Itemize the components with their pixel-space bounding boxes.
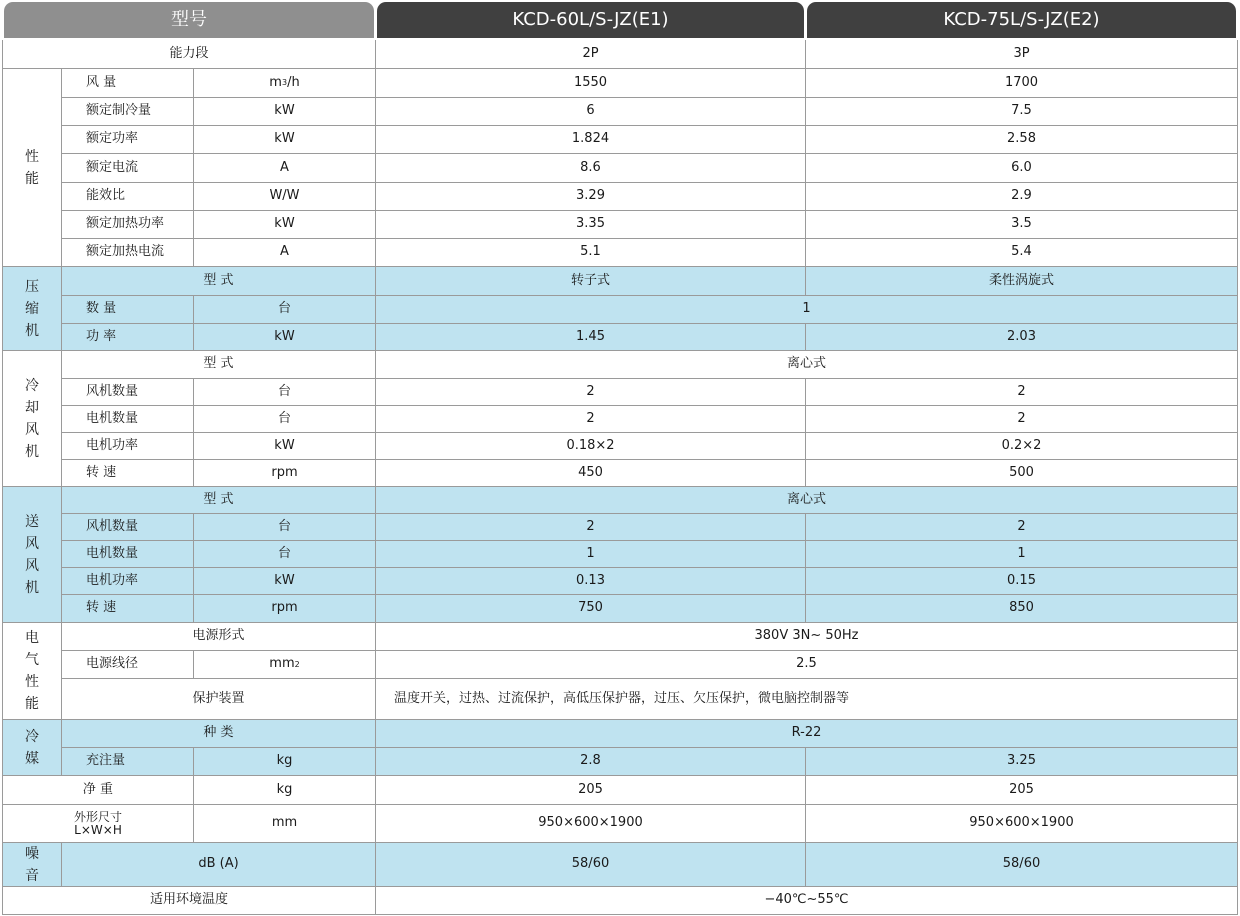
perf-value-heating-current-1: 5.1: [376, 239, 806, 267]
refrigerant-charge-value-1: 2.8: [376, 748, 806, 776]
header-model-label: 型号: [4, 2, 374, 38]
cooling-fan-type-value: 离心式: [376, 351, 1238, 379]
supply-fan-type-value: 离心式: [376, 487, 1238, 514]
cooling-fan-label-motor-power: 电机功率: [62, 433, 194, 460]
cooling-fan-value-speed-2: 500: [806, 460, 1238, 487]
net-weight-unit: kg: [194, 776, 376, 805]
supply-fan-label-motor-power: 电机功率: [62, 568, 194, 595]
perf-unit-eer: W/W: [194, 183, 376, 211]
cooling-fan-label-fans: 风机数量: [62, 379, 194, 406]
compressor-qty-unit: 台: [194, 296, 376, 324]
cooling-fan-unit-motors: 台: [194, 406, 376, 433]
electrical-wire-unit: mm 2: [194, 651, 376, 679]
perf-unit-cooling: kW: [194, 98, 376, 126]
perf-value-airflow-2: 1700: [806, 69, 1238, 98]
perf-value-cooling-2: 7.5: [806, 98, 1238, 126]
perf-value-airflow-1: 1550: [376, 69, 806, 98]
supply-fan-value-motor-power-2: 0.15: [806, 568, 1238, 595]
perf-value-eer-2: 2.9: [806, 183, 1238, 211]
ambient-temperature-value: −40℃~55℃: [376, 887, 1238, 915]
cooling-fan-value-motor-power-1: 0.18×2: [376, 433, 806, 460]
cooling-fan-value-motors-1: 2: [376, 406, 806, 433]
compressor-type-value-2: 柔性涡旋式: [806, 267, 1238, 296]
header-model-2: KCD-75L/S-JZ(E2): [807, 2, 1236, 38]
supply-fan-unit-motors: 台: [194, 541, 376, 568]
net-weight-label: 净 重: [2, 776, 194, 805]
supply-fan-value-speed-2: 850: [806, 595, 1238, 623]
cooling-fan-type-label: 型 式: [62, 351, 376, 379]
cooling-fan-label-motors: 电机数量: [62, 406, 194, 433]
refrigerant-charge-unit: kg: [194, 748, 376, 776]
supply-fan-value-fans-2: 2: [806, 514, 1238, 541]
noise-value-1: 58/60: [376, 843, 806, 887]
supply-fan-label-speed: 转 速: [62, 595, 194, 623]
capacity-value-2: 3P: [806, 40, 1238, 69]
compressor-power-value-2: 2.03: [806, 324, 1238, 351]
noise-value-2: 58/60: [806, 843, 1238, 887]
header-model-1: KCD-60L/S-JZ(E1): [377, 2, 804, 38]
perf-label-power: 额定功率: [62, 126, 194, 154]
perf-unit-power: kW: [194, 126, 376, 154]
perf-label-airflow: 风 量: [62, 69, 194, 98]
refrigerant-kind-value: R-22: [376, 720, 1238, 748]
electrical-protection-label: 保护装置: [62, 679, 376, 720]
compressor-power-value-1: 1.45: [376, 324, 806, 351]
cooling-fan-value-speed-1: 450: [376, 460, 806, 487]
electrical-group-label: 电气性能: [2, 623, 62, 720]
net-weight-value-1: 205: [376, 776, 806, 805]
cooling-fan-value-motor-power-2: 0.2×2: [806, 433, 1238, 460]
compressor-group-label: 压缩机: [2, 267, 62, 351]
cooling-fan-group-label: 冷却风机: [2, 351, 62, 487]
performance-group-label: 性能: [2, 69, 62, 267]
compressor-power-label: 功 率: [62, 324, 194, 351]
perf-value-power-1: 1.824: [376, 126, 806, 154]
perf-label-heating-current: 额定加热电流: [62, 239, 194, 267]
supply-fan-group-label: 送风风机: [2, 487, 62, 623]
perf-label-heating-power: 额定加热功率: [62, 211, 194, 239]
perf-value-heating-power-1: 3.35: [376, 211, 806, 239]
perf-value-eer-1: 3.29: [376, 183, 806, 211]
ambient-temperature-label: 适用环境温度: [2, 887, 376, 915]
perf-label-current: 额定电流: [62, 154, 194, 183]
supply-fan-value-speed-1: 750: [376, 595, 806, 623]
cooling-fan-unit-speed: rpm: [194, 460, 376, 487]
compressor-type-value-1: 转子式: [376, 267, 806, 296]
supply-fan-label-motors: 电机数量: [62, 541, 194, 568]
capacity-value-1: 2P: [376, 40, 806, 69]
electrical-wire-value: 2.5: [376, 651, 1238, 679]
perf-value-power-2: 2.58: [806, 126, 1238, 154]
noise-unit: dB (A): [62, 843, 376, 887]
dimensions-label: [2, 805, 194, 843]
cooling-fan-unit-motor-power: kW: [194, 433, 376, 460]
compressor-power-unit: kW: [194, 324, 376, 351]
dimensions-unit: mm: [194, 805, 376, 843]
compressor-type-label: 型 式: [62, 267, 376, 296]
dimensions-value-1: 950×600×1900: [376, 805, 806, 843]
electrical-power-form-label: 电源形式: [62, 623, 376, 651]
cooling-fan-value-fans-1: 2: [376, 379, 806, 406]
refrigerant-kind-label: 种 类: [62, 720, 376, 748]
supply-fan-value-motors-2: 1: [806, 541, 1238, 568]
compressor-qty-value: 1: [376, 296, 1238, 324]
refrigerant-charge-label: 充注量: [62, 748, 194, 776]
perf-unit-heating-current: A: [194, 239, 376, 267]
supply-fan-unit-speed: rpm: [194, 595, 376, 623]
electrical-power-form-value: 380V 3N~ 50Hz: [376, 623, 1238, 651]
perf-unit-airflow: m 3 /h: [194, 69, 376, 98]
supply-fan-value-motors-1: 1: [376, 541, 806, 568]
dimensions-label-axes: L×W×H: [74, 822, 122, 837]
perf-value-heating-power-2: 3.5: [806, 211, 1238, 239]
perf-value-current-1: 8.6: [376, 154, 806, 183]
refrigerant-charge-value-2: 3.25: [806, 748, 1238, 776]
perf-unit-current: A: [194, 154, 376, 183]
perf-value-current-2: 6.0: [806, 154, 1238, 183]
perf-unit-heating-power: kW: [194, 211, 376, 239]
electrical-wire-label: 电源线径: [62, 651, 194, 679]
perf-value-heating-current-2: 5.4: [806, 239, 1238, 267]
cooling-fan-label-speed: 转 速: [62, 460, 194, 487]
perf-label-cooling: 额定制冷量: [62, 98, 194, 126]
noise-group-label: 噪音: [2, 843, 62, 887]
dimensions-label-name: 外形尺寸: [73, 809, 122, 824]
perf-value-cooling-1: 6: [376, 98, 806, 126]
dimensions-value-2: 950×600×1900: [806, 805, 1238, 843]
supply-fan-unit-motor-power: kW: [194, 568, 376, 595]
compressor-qty-label: 数 量: [62, 296, 194, 324]
supply-fan-value-motor-power-1: 0.13: [376, 568, 806, 595]
supply-fan-value-fans-1: 2: [376, 514, 806, 541]
cooling-fan-unit-fans: 台: [194, 379, 376, 406]
supply-fan-unit-fans: 台: [194, 514, 376, 541]
refrigerant-group-label: 冷媒: [2, 720, 62, 776]
supply-fan-label-fans: 风机数量: [62, 514, 194, 541]
net-weight-value-2: 205: [806, 776, 1238, 805]
capacity-label: 能力段: [2, 40, 376, 69]
cooling-fan-value-motors-2: 2: [806, 406, 1238, 433]
electrical-protection-value: 温度开关，过热、过流保护，高低压保护器，过压、欠压保护，微电脑控制器等: [376, 679, 1238, 720]
cooling-fan-value-fans-2: 2: [806, 379, 1238, 406]
perf-label-eer: 能效比: [62, 183, 194, 211]
supply-fan-type-label: 型 式: [62, 487, 376, 514]
